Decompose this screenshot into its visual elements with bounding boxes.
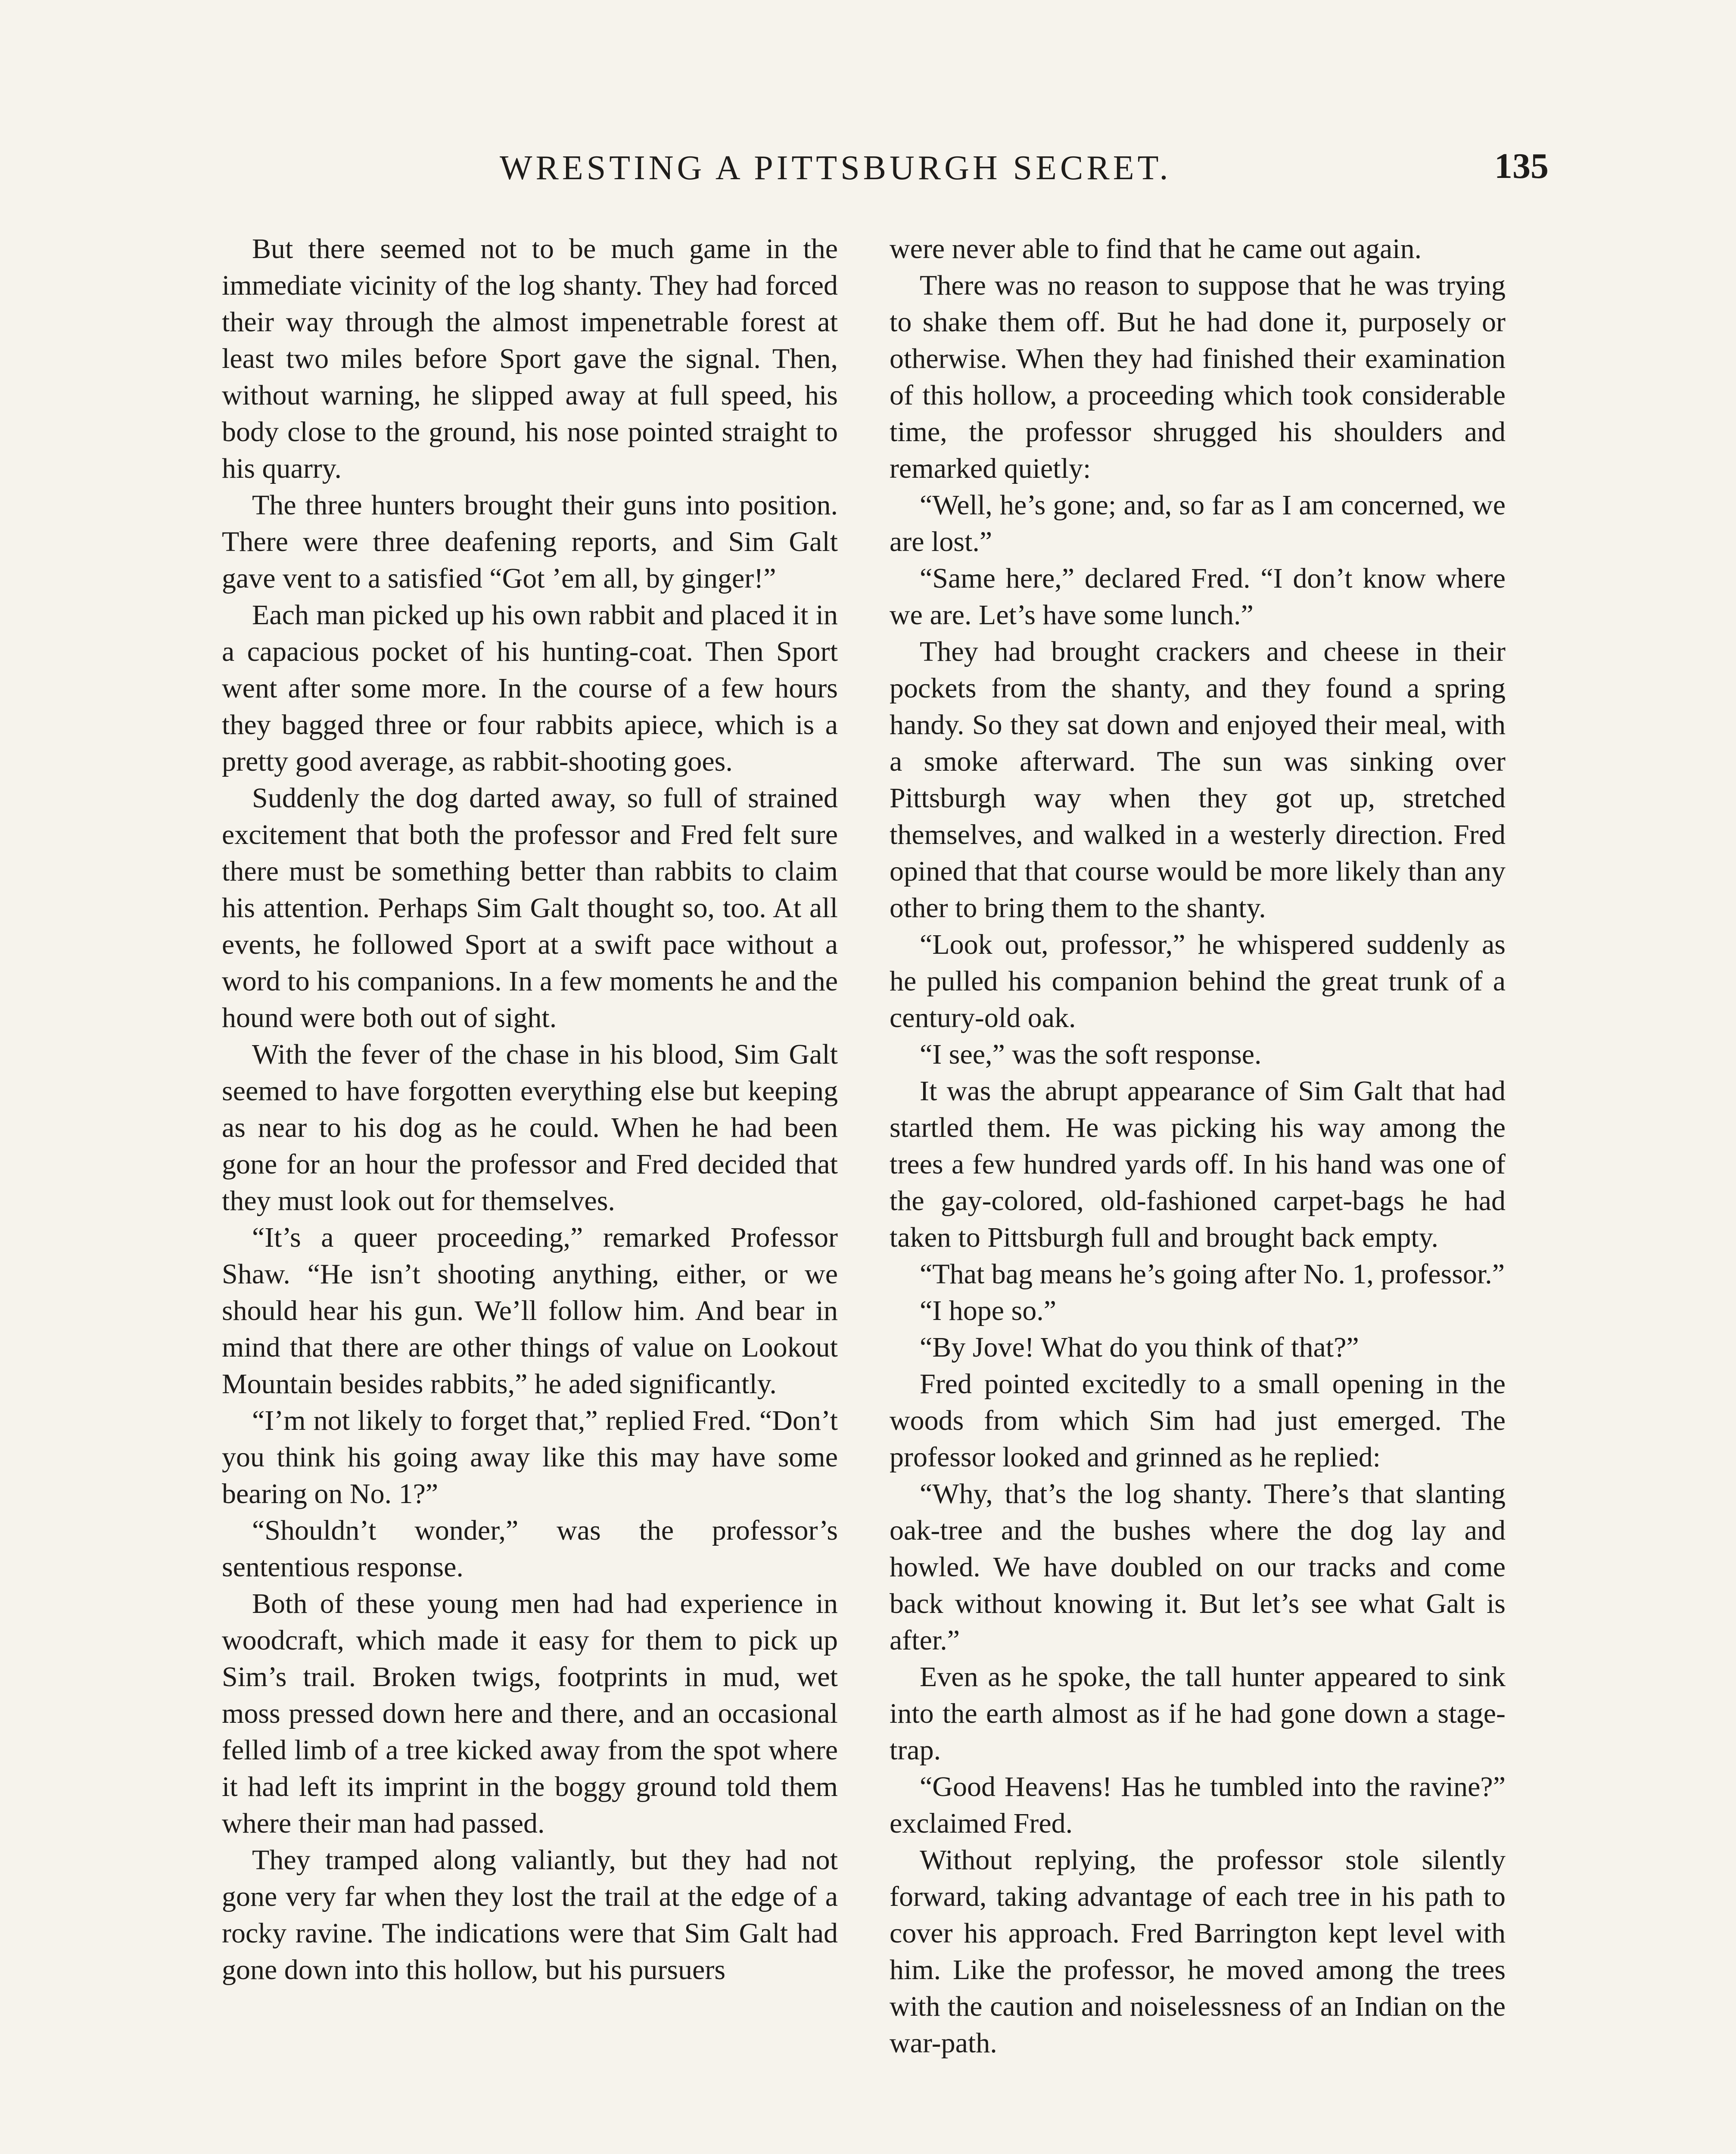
- paragraph: They had brought crackers and cheese in their pockets from the shanty, and they found a spring handy. So they sat down and enjoyed their meal, with a smoke afterward. The sun was sinking over Pittsburgh way when they got up, stretched themselves, and walked in a westerly direction. Fred opined that that course would be more likely than any other to bring them to the shanty.: [890, 636, 1506, 924]
- paragraph: Each man picked up his own rabbit and placed it in a capacious pocket of his hunting-coat. Then Sport went after some more. In the course of a few hours they bagged three or four rabbits apiece, which is a pretty good average, as rabbit-shooting goes.: [222, 599, 838, 777]
- paragraph: “I see,” was the soft response.: [920, 1039, 1262, 1070]
- paragraph: “By Jove! What do you think of that?”: [920, 1332, 1359, 1363]
- page-number: 135: [1494, 146, 1549, 186]
- paragraph: “Well, he’s gone; and, so far as I am concerned, we are lost.”: [890, 489, 1506, 557]
- paragraph: They tramped along valiantly, but they had not gone very far when they lost the trail at the edge of a rocky ravine. The indications were that Sim Galt had gone down into this hollow, but his pursuers: [222, 1844, 838, 1986]
- paragraph: Even as he spoke, the tall hunter appeared to sink into the earth almost as if he had gone down a stage-trap.: [890, 1661, 1506, 1766]
- paragraph: But there seemed not to be much game in the immediate vicinity of the log shanty. They had forced their way through the almost impenetrable forest at least two miles before Sport gave the signal. Then, without warning, he slipped away at full speed, his body close to the ground, his nose pointed straight to his quarry.: [222, 233, 838, 484]
- paragraph: Suddenly the dog darted away, so full of strained excitement that both the professor and Fred felt sure there must be something better than rabbits to claim his attention. Perhaps Sim Galt thought so, too. At all events, he followed Sport at a swift pace without a word to his companions. In a few moments he and the hound were both out of sight.: [222, 782, 838, 1033]
- paragraph: There was no reason to suppose that he was trying to shake them off. But he had done it, purposely or otherwise. When they had finished their examination of this hollow, a proceeding which took considerable time, the professor shrugged his shoulders and remarked quietly:: [890, 270, 1506, 484]
- paragraph: With the fever of the chase in his blood, Sim Galt seemed to have forgotten everything else but keeping as near to his dog as he could. When he had been gone for an hour the professor and Fred decided that they must look out for themselves.: [222, 1039, 838, 1217]
- paragraph: Without replying, the professor stole silently forward, taking advantage of each tree in his path to cover his approach. Fred Barrington kept level with him. Like the professor, he moved among the trees with the caution and noiselessness of an Indian on the war-path.: [890, 1844, 1506, 2059]
- left-column: [222, 230, 838, 1988]
- paragraph: “I hope so.”: [920, 1295, 1057, 1326]
- paragraph: It was the abrupt appearance of Sim Galt that had startled them. He was picking his way among the trees a few hundred yards off. In his hand was one of the gay-colored, old-fashioned carpet-bags he had taken to Pittsburgh full and brought back empty.: [890, 1075, 1506, 1253]
- paragraph: “Why, that’s the log shanty. There’s that slanting oak-tree and the bushes where the dog lay and howled. We have doubled on our tracks and come back without knowing it. But let’s see what Galt is after.”: [890, 1478, 1506, 1656]
- paragraph: “That bag means he’s going after No. 1, professor.”: [920, 1258, 1505, 1290]
- paragraph: “Look out, professor,” he whispered suddenly as he pulled his companion behind the great trunk of a century-old oak.: [890, 929, 1506, 1033]
- paragraph: “Shouldn’t wonder,” was the professor’s sententious response.: [222, 1515, 838, 1583]
- paragraph: “Good Heavens! Has he tumbled into the ravine?” exclaimed Fred.: [890, 1771, 1506, 1839]
- paragraph: The three hunters brought their guns into position. There were three deafening reports, and Sim Galt gave vent to a satisfied “Got ’em all, by ginger!”: [222, 489, 838, 594]
- paragraph: “It’s a queer proceeding,” remarked Professor Shaw. “He isn’t shooting anything, either, or we should hear his gun. We’ll follow him. And bear in mind that there are other things of value on Lookout Mountain besides rabbits,” he aded significantly.: [222, 1222, 838, 1400]
- paragraph: “Same here,” declared Fred. “I don’t know where we are. Let’s have some lunch.”: [890, 563, 1506, 631]
- chapter-title: WRESTING A PITTSBURGH SECRET.: [500, 149, 1172, 187]
- paragraph: Both of these young men had had experience in woodcraft, which made it easy for them to pick up Sim’s trail. Broken twigs, footprints in mud, wet moss pressed down here and there, and an occasional felled limb of a tree kicked away from the spot where it had left its imprint in the boggy ground told them where their man had passed.: [222, 1588, 838, 1839]
- right-column: [890, 230, 1506, 2061]
- paragraph: were never able to find that he came out again.: [890, 233, 1422, 265]
- paragraph: “I’m not likely to forget that,” replied Fred. “Don’t you think his going away like this may have some bearing on No. 1?”: [222, 1405, 838, 1510]
- paragraph: Fred pointed excitedly to a small opening in the woods from which Sim had just emerged. The professor looked and grinned as he replied:: [890, 1368, 1506, 1473]
- running-header: [0, 138, 1736, 198]
